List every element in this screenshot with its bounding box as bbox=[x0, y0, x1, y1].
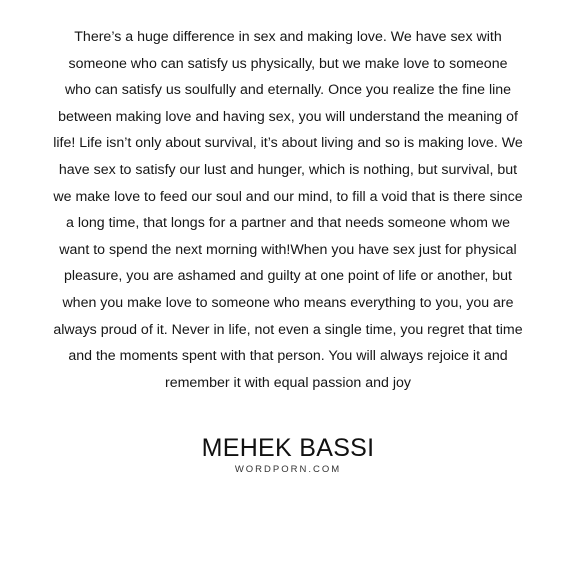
quote-line: who can satisfy us soulfully and eternally. Once you realize the fine line bbox=[64, 82, 512, 99]
quote-line: life! Life isn’t only about survival, it’s about living and so is making love. We bbox=[53, 135, 523, 152]
quote-line: and the moments spent with that person. You will always rejoice it and bbox=[68, 348, 508, 365]
quote-line: There’s a huge difference in sex and making love. We have sex with bbox=[74, 29, 502, 45]
author-name: MEHEK BASSI bbox=[201, 434, 375, 462]
quote-line: we make love to feed our soul and our mind, to fill a void that is there since bbox=[53, 188, 523, 205]
quote-line: a long time, that longs for a partner and that needs someone whom we bbox=[65, 215, 511, 232]
quote-line: when you make love to someone who means everything to you, you are bbox=[62, 294, 514, 311]
quote-text bbox=[44, 24, 532, 396]
quote-line: someone who can satisfy us physically, but we make love to someone bbox=[68, 55, 508, 72]
site-name: WORDPORN.COM bbox=[234, 464, 342, 475]
quote-line: always proud of it. Never in life, not even a single time, you regret that time bbox=[53, 321, 523, 338]
quote-line: between making love and having sex, you will understand the meaning of bbox=[58, 108, 518, 125]
quote-line: want to spend the next morning with!When you have sex just for physical bbox=[59, 241, 517, 258]
quote-line: remember it with equal passion and joy bbox=[164, 374, 412, 391]
quote-line: have sex to satisfy our lust and hunger, which is nothing, but survival, but bbox=[58, 161, 518, 178]
quote-line: pleasure, you are ashamed and guilty at one point of life or another, but bbox=[64, 268, 512, 285]
